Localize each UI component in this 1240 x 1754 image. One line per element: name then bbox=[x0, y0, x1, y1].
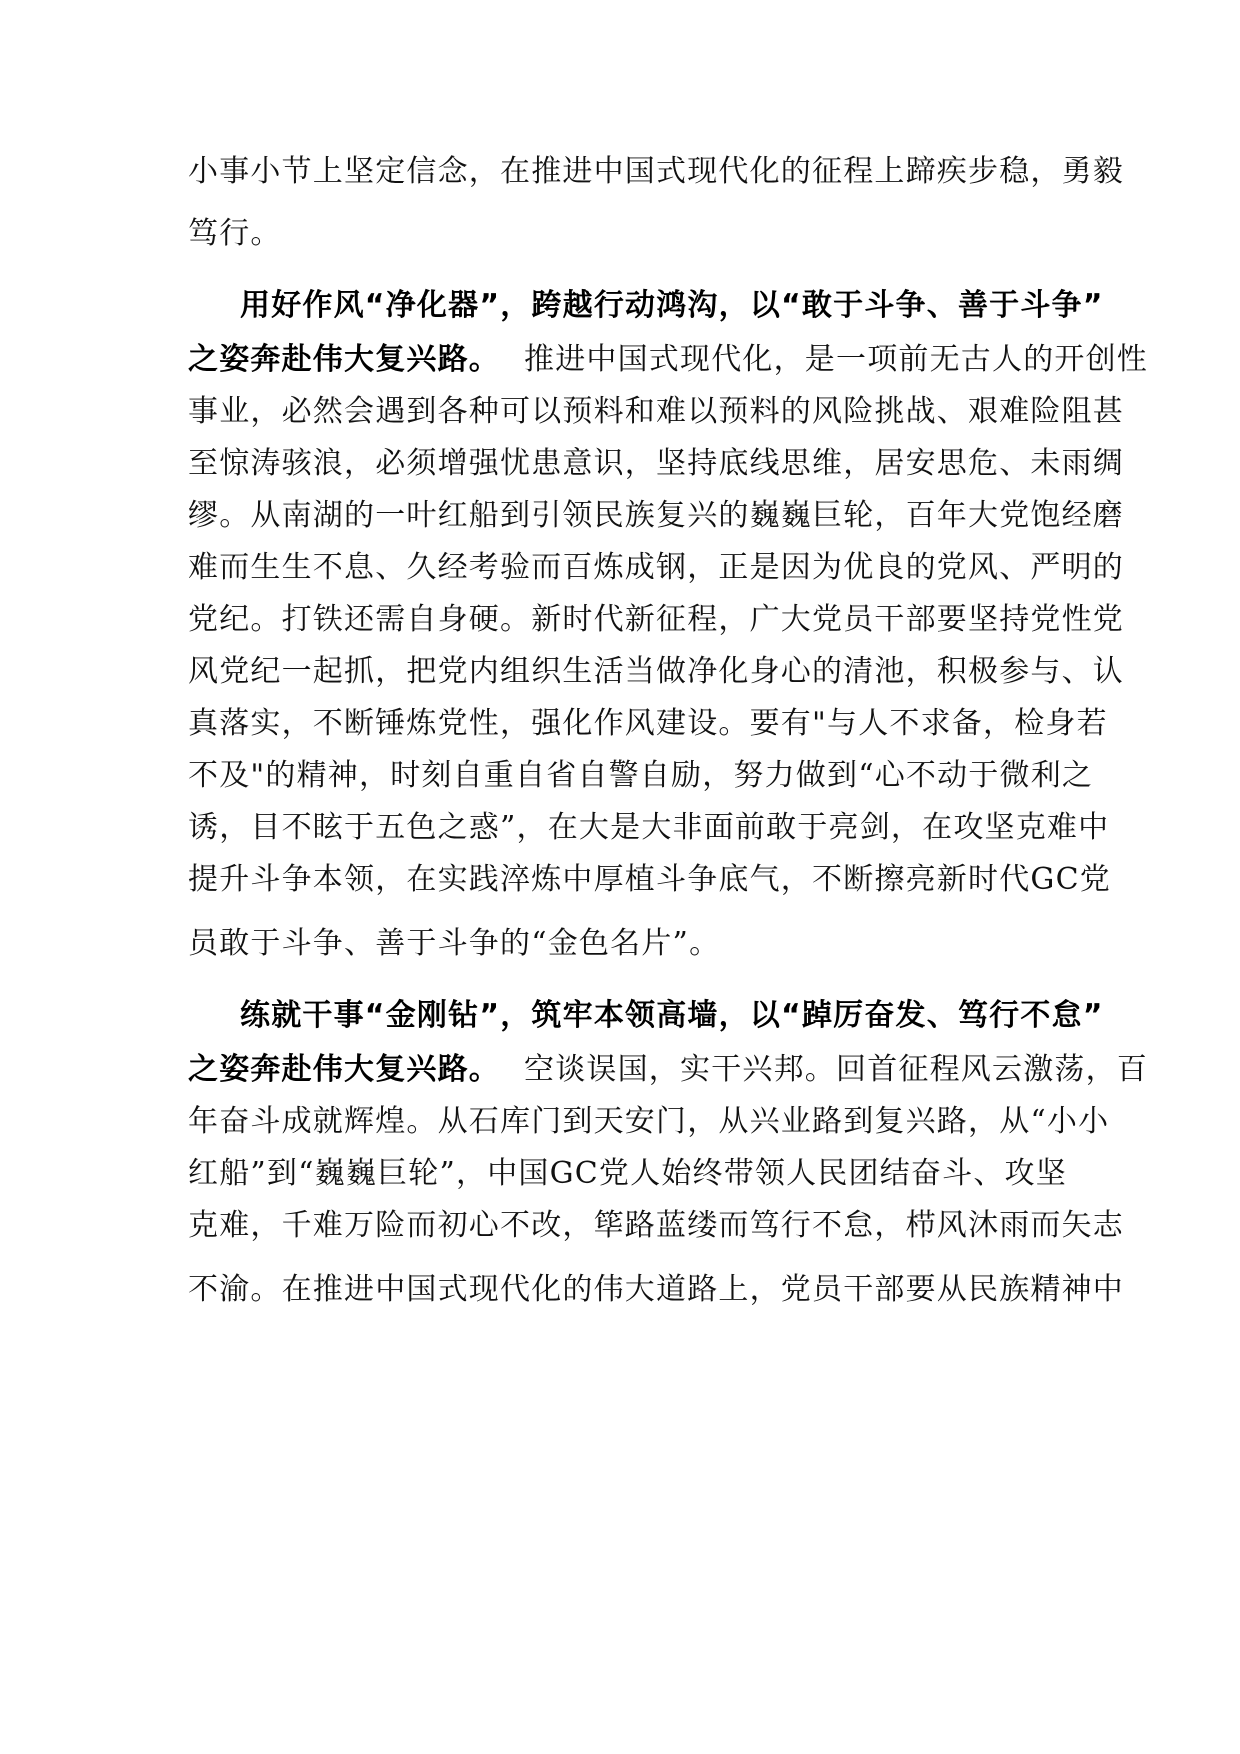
paragraph-2-line-11: 诱，目不眩于五色之惑”，在大是大非面前敢于亮剑，在攻坚克难中 bbox=[188, 810, 1110, 845]
paragraph-3-line-3: 年奋斗成就辉煌。从石库门到天安门，从兴业路到复兴路，从“小小 bbox=[188, 1104, 1110, 1139]
paragraph-3-line-2-text: 空谈误国，实干兴邦。回首征程风云激荡，百 bbox=[524, 1052, 1148, 1087]
paragraph-2-line-2 bbox=[188, 340, 1148, 380]
paragraph-2-line-8: 风党纪一起抓，把党内组织生活当做净化身心的清池，积极参与、认 bbox=[188, 654, 1124, 689]
paragraph-3-line-4: 红船”到“巍巍巨轮”，中国GC党人始终带领人民团结奋斗、攻坚 bbox=[188, 1156, 1067, 1191]
paragraph-2-line-4: 至惊涛骇浪，必须增强忧患意识，坚持底线思维，居安思危、未雨绸 bbox=[188, 446, 1124, 481]
paragraph-2-heading-line-1: 用好作风“净化器”，跨越行动鸿沟，以“敢于斗争、善于斗争” bbox=[240, 288, 1104, 323]
paragraph-3-heading-line-2: 之姿奔赴伟大复兴路。 bbox=[188, 1052, 500, 1087]
paragraph-2-heading-line-2: 之姿奔赴伟大复兴路。 bbox=[188, 342, 500, 377]
paragraph-3-line-6: 不渝。在推进中国式现代化的伟大道路上，党员干部要从民族精神中 bbox=[188, 1272, 1124, 1307]
paragraph-2-line-3: 事业，必然会遇到各种可以预料和难以预料的风险挑战、艰难险阻甚 bbox=[188, 394, 1124, 429]
paragraph-2-line-12: 提升斗争本领，在实践淬炼中厚植斗争底气，不断擦亮新时代GC党 bbox=[188, 862, 1111, 897]
paragraph-1-line-2: 笃行。 bbox=[188, 216, 282, 251]
paragraph-2-line-2-text: 推进中国式现代化，是一项前无古人的开创性 bbox=[524, 342, 1148, 377]
paragraph-1-line-1: 小事小节上坚定信念，在推进中国式现代化的征程上蹄疾步稳，勇毅 bbox=[188, 154, 1124, 189]
paragraph-2-line-13: 员敢于斗争、善于斗争的“金色名片”。 bbox=[188, 926, 721, 961]
paragraph-2-line-10: 不及"的精神，时刻自重自省自警自励，努力做到“心不动于微利之 bbox=[188, 758, 1094, 793]
paragraph-2-line-9: 真落实，不断锤炼党性，强化作风建设。要有"与人不求备，检身若 bbox=[188, 706, 1108, 741]
paragraph-3-heading-line-1: 练就干事“金刚钻”，筑牢本领高墙，以“踔厉奋发、笃行不怠” bbox=[240, 998, 1104, 1033]
paragraph-2-line-7: 党纪。打铁还需自身硬。新时代新征程，广大党员干部要坚持党性党 bbox=[188, 602, 1124, 637]
paragraph-2-line-6: 难而生生不息、久经考验而百炼成钢，正是因为优良的党风、严明的 bbox=[188, 550, 1124, 585]
paragraph-2-line-5: 缪。从南湖的一叶红船到引领民族复兴的巍巍巨轮，百年大党饱经磨 bbox=[188, 498, 1124, 533]
paragraph-3-line-5: 克难，千难万险而初心不改，筚路蓝缕而笃行不怠，栉风沐雨而矢志 bbox=[188, 1208, 1124, 1243]
paragraph-3-line-2 bbox=[188, 1050, 1148, 1090]
